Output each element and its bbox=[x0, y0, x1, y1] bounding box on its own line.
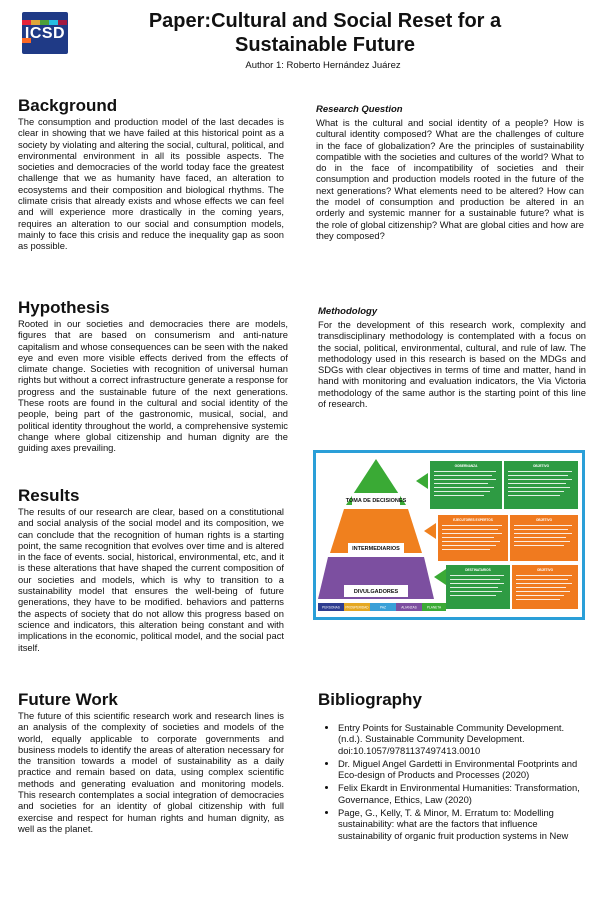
figure-canvas bbox=[316, 453, 582, 617]
bibliography-item: • Dr. Miguel Angel Gardetti in Environmental Footprints and Eco-design of Products and Processes (2020) bbox=[338, 758, 584, 781]
strip-label-planet: PLANETA bbox=[426, 605, 442, 610]
logo-text: ICSD bbox=[24, 25, 66, 42]
pyramid-diagram bbox=[316, 453, 582, 617]
strip-label-peace: PAZ bbox=[380, 605, 386, 610]
methodology-text: For the development of this research work, complexity and transdisciplinary methodology is contemplated with a focus on the social, political, environmental, cultural, and rule of law. The methodology used in this research is based on the MDGs and SDGs with clear objectives in terms of time and matter, hand in hand with monitoring and evaluation indicators, the Via Victoria methodology of the same author is the starting point of this line of research. bbox=[318, 319, 586, 410]
future-work-section bbox=[18, 690, 284, 834]
arrow-bottom bbox=[434, 569, 446, 585]
future-work-heading: Future Work bbox=[18, 690, 118, 709]
author-line: Author 1: Roberto Hernández Juárez bbox=[245, 60, 401, 71]
box-title-objective-1: OBJETIVO bbox=[532, 464, 550, 468]
logo-color-bar bbox=[22, 12, 68, 17]
research-question-text: What is the cultural and social identity of a people? How is cultural identity composed? What are the challenges of culture in the face of globalization? Are the principles of sustainability compatible with the societies and cultures of the world? What to do in the face of incompatibility of societies and their consumption and production models rooted in the future of the next generations? What elements need to be altered? How can the model of consumption and production be altered in an orderly and systemic manner for a sustainable future? what is the role of global citizenship? What are global cities and how are they composed? bbox=[316, 117, 584, 241]
results-heading: Results bbox=[18, 486, 80, 505]
future-work-text: The future of this scientific research work and research lines is an analysis of the complexity of societies and models of the world, equally applicable to corporate governments and business models to identify the areas of alteration necessary for the transition towards a model of sustainability as a daily practice and remain based on data, using complex scientific methods and generating evaluation and monitoring models. This research contemplates a social integration of democracies and societies for an identity of global citizenship with full exercise and respect for human rights and human dignity, as well as the planet. bbox=[18, 710, 284, 834]
background-section bbox=[18, 96, 284, 252]
box-title-recipients: DESTINATARIOS bbox=[465, 568, 491, 572]
research-question-section bbox=[316, 104, 584, 241]
level-label-decision: TOMA DE DECISIONES bbox=[345, 498, 407, 504]
hypothesis-heading: Hypothesis bbox=[18, 298, 110, 317]
level-label-disseminators: DIVULGADORES bbox=[353, 589, 399, 595]
box-title-objective-3: OBJETIVO bbox=[536, 568, 554, 572]
bibliography-section bbox=[318, 690, 584, 843]
results-section bbox=[18, 486, 284, 653]
methodology-heading: Methodology bbox=[318, 306, 378, 317]
icsd-logo bbox=[22, 12, 68, 54]
research-question-heading: Research Question bbox=[316, 104, 403, 115]
bibliography-heading: Bibliography bbox=[318, 690, 422, 709]
bibliography-list bbox=[318, 722, 584, 841]
background-text: The consumption and production model of the last decades is clear in showing that we have failed at this historical point as a society by violating and altering the social, cultural, political, and environmental environment in all its possible aspects. The societies and democracies of the world today face the greatest challenge that we as humanity have faced, an alteration to ecosystems and their composition and biological rhythms. The climate crisis that already exists and whose effects we can feel and will experience more drastically in the coming years, requires an alteration to our social and consumption models, mainly to face this crisis and reduce the inequality gap as soon as possible. bbox=[18, 116, 284, 252]
bibliography-item: • Page, G., Kelly, T. & Minor, M. Erratum to: Modelling sustainability: what are the factors that influence sustainability of organic fruit production systems in New bbox=[338, 807, 584, 841]
bibliography-item: • Felix Ekardt in Environmental Humanities: Transformation, Governance, Ethics, Law (2020) bbox=[338, 782, 584, 805]
strip-label-alliances: ALIANZAS bbox=[401, 605, 417, 610]
box-governance bbox=[430, 461, 502, 509]
strip-label-people: PERSONAS bbox=[322, 605, 340, 610]
hypothesis-section bbox=[18, 298, 288, 454]
box-objective-1 bbox=[504, 461, 578, 509]
title-line-2: Sustainable Future bbox=[234, 34, 416, 56]
level-label-intermediaries: INTERMEDIARIOS bbox=[352, 546, 400, 552]
box-title-governance: GOBERNANZA bbox=[454, 464, 478, 468]
methodology-section bbox=[318, 306, 586, 409]
strip-label-prosperity: PROSPERIDAD bbox=[345, 605, 369, 610]
pyramid-figure bbox=[313, 450, 585, 620]
bibliography-item: • Entry Points for Sustainable Community Development. (n.d.). Sustainable Community Development. doi:10.1057/9781137497413.0010 bbox=[338, 722, 584, 756]
arrow-top bbox=[416, 473, 428, 489]
background-heading: Background bbox=[18, 96, 118, 115]
box-title-expert-executors: EJECUTORES EXPERTOS bbox=[453, 518, 493, 522]
arrow-middle bbox=[424, 523, 436, 539]
results-text: The results of our research are clear, based on a constitutional and social analysis of the social model and its composition, we can conclude that the recognition of human rights is a starting point, the same recognition that evolves over time and is altered in the face of events. social, historical, environmental, etc, and it is these alterations that have shaped the current composition of our societies and models, which is why to transition to a sustainability model that ensures the well-being of future generations, they have to be modified. behaviors and patterns the aspects of society that do not allow this progress based on science and indicators, this alteration being constant and with implications in the economic, political model, and the social pact itself. bbox=[18, 506, 284, 653]
hypothesis-text: Rooted in our societies and democracies there are models, figures that are based on consumerism and anti-nature capitalism and whose consequences can be seen with the naked eye and even more visible effects derived from the effects of climate change. Societies with recognition of universal human rights but without a correct infrastructure generate a response for progress and the sustainable future of the next generations. These roots are found in the cultural and social identity of the people, being part of the gastronomic, musical, social, and political identity throughout the world, a comprehensive systemic change where global citizenship and human dignity are the guiding axes prevailing. bbox=[18, 318, 288, 454]
page-title bbox=[70, 9, 580, 57]
box-title-objective-2: OBJETIVO bbox=[535, 518, 553, 522]
title-line-1: Paper:Cultural and Social Reset for a bbox=[148, 10, 502, 32]
